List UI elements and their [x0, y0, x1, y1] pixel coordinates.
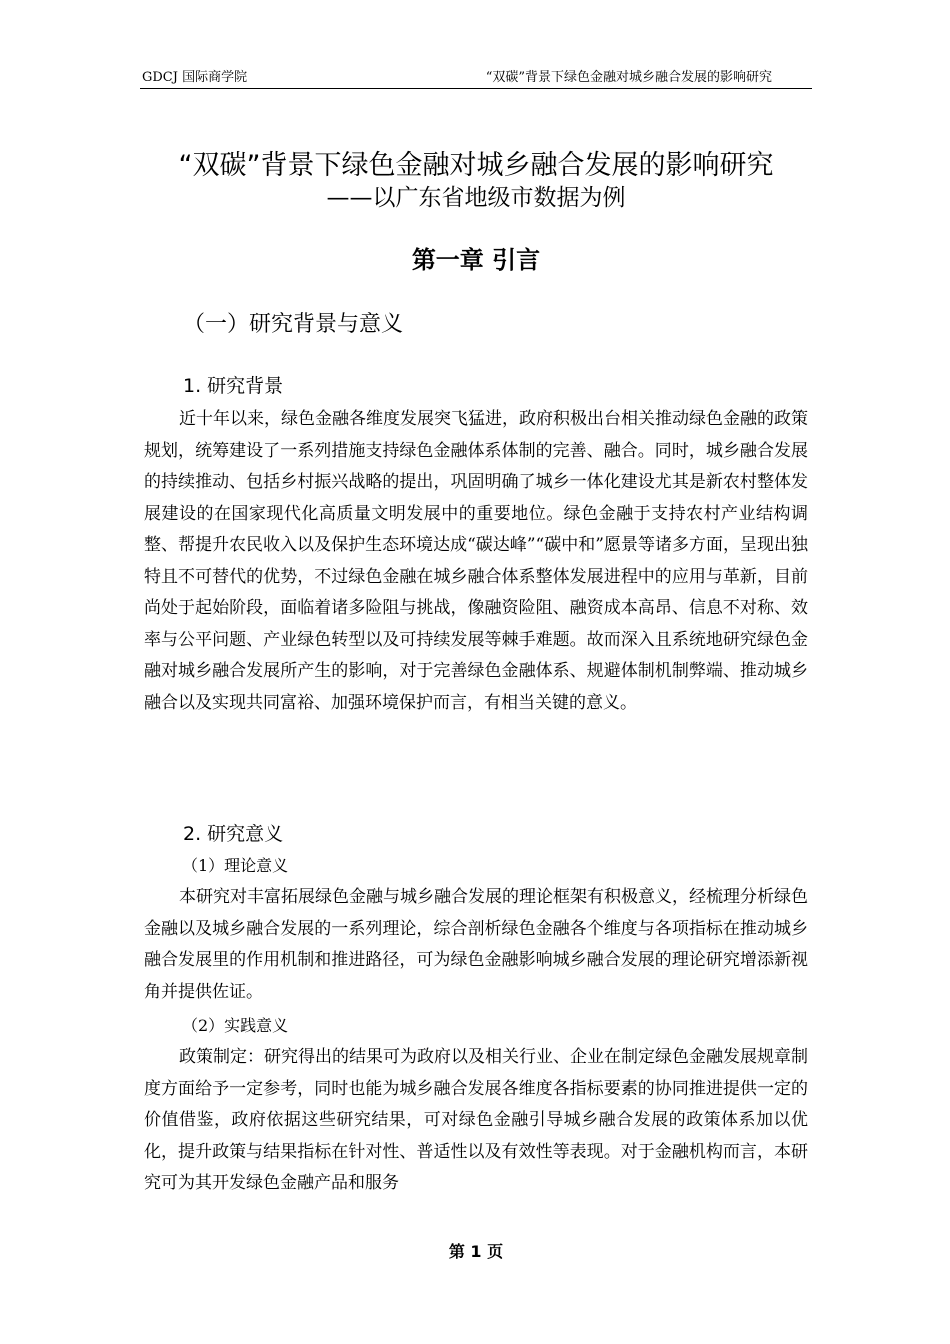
- document-title: “双碳”背景下绿色金融对城乡融合发展的影响研究: [178, 150, 774, 181]
- practice-paragraph: 政策制定：研究得出的结果可为政府以及相关行业、企业在制定绿色金融发展规章制度方面给予一定参考，同时也能为城乡融合发展各维度各指标要素的协同推进提供一定的价值借鉴，政府依据这些研究结果，可对绿色金融引导城乡融合发展的政策体系加以优化，提升政策与结果指标在针对性、普适性以及有效性等表现。对于金融机构而言，本研究可为其开发绿色金融产品和服务: [144, 1047, 808, 1193]
- subsection-heading-background: 1. 研究背景: [183, 375, 284, 397]
- theory-significance-label: （1）理论意义: [182, 856, 289, 875]
- theory-paragraph: 本研究对丰富拓展绿色金融与城乡融合发展的理论框架有积极意义，经梳理分析绿色金融以及城乡融合发展的一系列理论，综合剖析绿色金融各个维度与各项指标在推动城乡融合发展里的作用机制和推进路径，可为绿色金融影响城乡融合发展的理论研究增添新视角并提供佐证。: [144, 887, 808, 1002]
- section-heading: （一）研究背景与意义: [183, 312, 404, 337]
- header-running-title: “双碳”背景下绿色金融对城乡融合发展的影响研究: [485, 70, 772, 85]
- page-header: [140, 68, 812, 89]
- page-number: 第 1 页: [448, 1242, 504, 1261]
- header-institution: GDCJ 国际商学院: [142, 70, 248, 85]
- practice-significance-label: （2）实践意义: [182, 1016, 289, 1035]
- document-subtitle: ——以广东省地级市数据为例: [326, 185, 626, 211]
- chapter-heading: 第一章 引言: [411, 246, 541, 274]
- background-paragraph: 近十年以来，绿色金融各维度发展突飞猛进，政府积极出台相关推动绿色金融的政策规划，统筹建设了一系列措施支持绿色金融体系体制的完善、融合。同时，城乡融合发展的持续推动、包括乡村振兴战略的提出，巩固明确了城乡一体化建设尤其是新农村整体发展建设的在国家现代化高质量文明发展中的重要地位。绿色金融于支持农村产业结构调整、帮提升农民收入以及保护生态环境达成“碳达峰”“碳中和”愿景等诸多方面，呈现出独特且不可替代的优势，不过绿色金融在城乡融合体系整体发展进程中的应用与革新，目前尚处于起始阶段，面临着诸多险阻与挑战，像融资险阻、融资成本高昂、信息不对称、效率与公平问题、产业绿色转型以及可持续发展等棘手难题。故而深入且系统地研究绿色金融对城乡融合发展所产生的影响，对于完善绿色金融体系、规避体制机制弊端、推动城乡融合以及实现共同富裕、加强环境保护而言，有相当关键的意义。: [144, 409, 808, 713]
- subsection-heading-significance: 2. 研究意义: [183, 823, 284, 845]
